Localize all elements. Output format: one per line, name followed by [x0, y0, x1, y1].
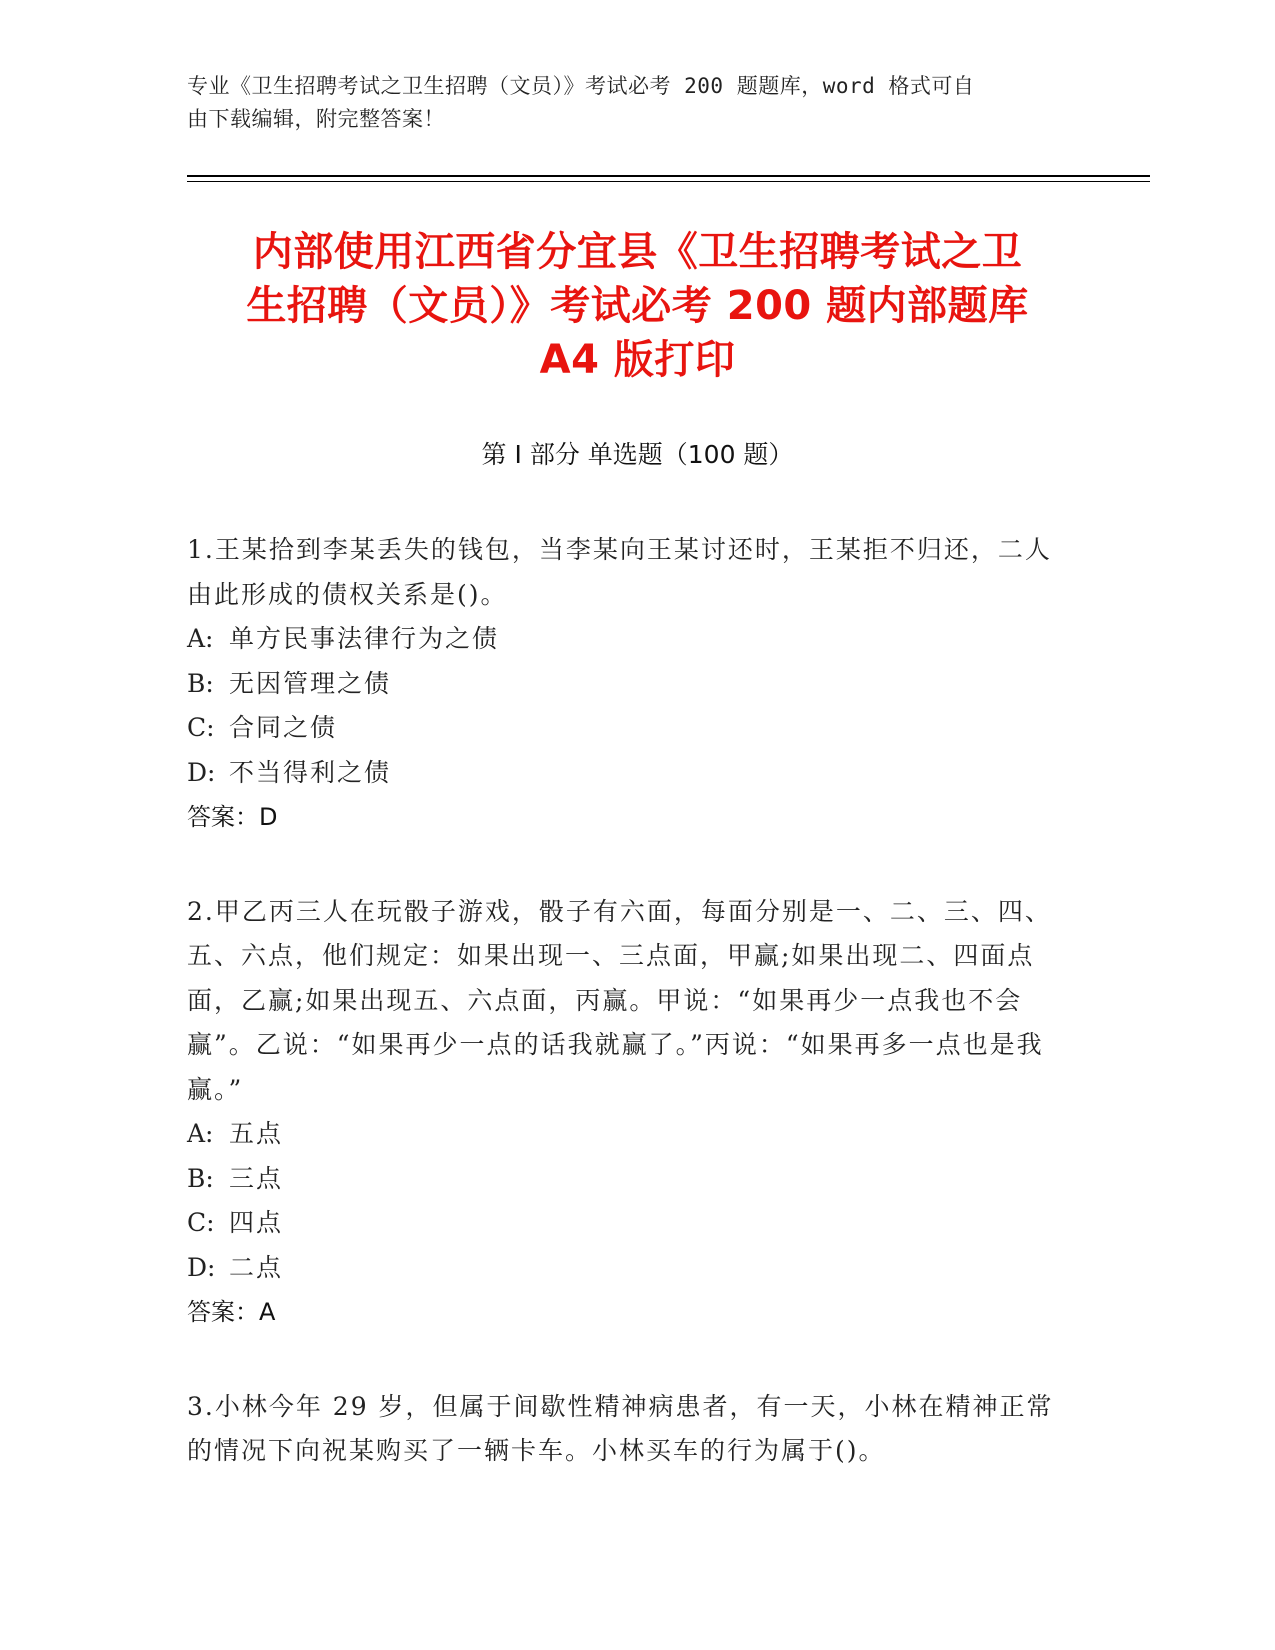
question-stem: 3.小林今年 29 岁，但属于间歇性精神病患者，有一天，小林在精神正常的情况下向祝某购买了一辆卡车。小林买车的行为属于()。 [187, 1391, 1054, 1465]
answer-option [187, 1112, 1077, 1157]
option-text: 合同之债 [229, 713, 338, 742]
document-title [180, 225, 1095, 387]
answer-option [187, 1201, 1077, 1246]
question-list [187, 528, 1077, 1524]
option-text: 三点 [229, 1163, 284, 1193]
answer-option [187, 1246, 1077, 1291]
document-title-line: 生招聘（文员）》考试必考 200 题内部题库 [246, 283, 1029, 329]
answer-option [187, 617, 1077, 662]
option-key: A: [187, 624, 214, 653]
document-title-line: 内部使用江西省分宜县《卫生招聘考试之卫 [252, 229, 1023, 275]
correct-answer: 答案：A [187, 1298, 276, 1326]
answer-option [187, 662, 1077, 707]
header-note [187, 70, 1087, 136]
answer-option [187, 1157, 1077, 1202]
answer-option [187, 706, 1077, 751]
question-stem: 1.王某拾到李某丢失的钱包，当李某向王某讨还时，王某拒不归还，二人由此形成的债权关系是()。 [187, 535, 1052, 609]
option-key: D: [187, 757, 216, 787]
option-text: 五点 [229, 1119, 284, 1148]
header-divider-thin [187, 181, 1150, 182]
option-text: 二点 [229, 1252, 284, 1282]
question-item [187, 1385, 1077, 1474]
option-key: B: [187, 668, 214, 698]
option-key: A: [187, 1119, 214, 1148]
option-text: 四点 [229, 1208, 284, 1237]
question-item [187, 528, 1077, 840]
answer-option [187, 751, 1077, 796]
option-key: D: [187, 1252, 216, 1282]
option-text: 无因管理之债 [229, 668, 392, 698]
header-note-line: 专业《卫生招聘考试之卫生招聘（文员）》考试必考 200 题题库，word 格式可自 [187, 74, 975, 98]
question-item [187, 890, 1077, 1335]
question-stem: 2.甲乙丙三人在玩骰子游戏，骰子有六面，每面分别是一、二、三、四、五、六点，他们规定：如果出现一、三点面，甲赢;如果出现二、四面点面，乙赢;如果出现五、六点面，丙赢。甲说：“如果再少一点我也不会赢”。乙说：“如果再少一点的话我就赢了。”丙说：“如果再多一点也是我赢。” [187, 896, 1052, 1104]
header-note-line: 由下载编辑，附完整答案！ [187, 107, 445, 131]
option-text: 单方民事法律行为之债 [229, 624, 500, 653]
option-key: B: [187, 1163, 214, 1193]
document-title-line: A4 版打印 [539, 337, 736, 383]
option-key: C: [187, 713, 215, 742]
option-text: 不当得利之债 [229, 757, 392, 787]
section-title: 第 I 部分 单选题（100 题） [481, 440, 794, 469]
correct-answer: 答案：D [187, 803, 278, 831]
header-divider [187, 175, 1150, 177]
option-key: C: [187, 1208, 215, 1237]
